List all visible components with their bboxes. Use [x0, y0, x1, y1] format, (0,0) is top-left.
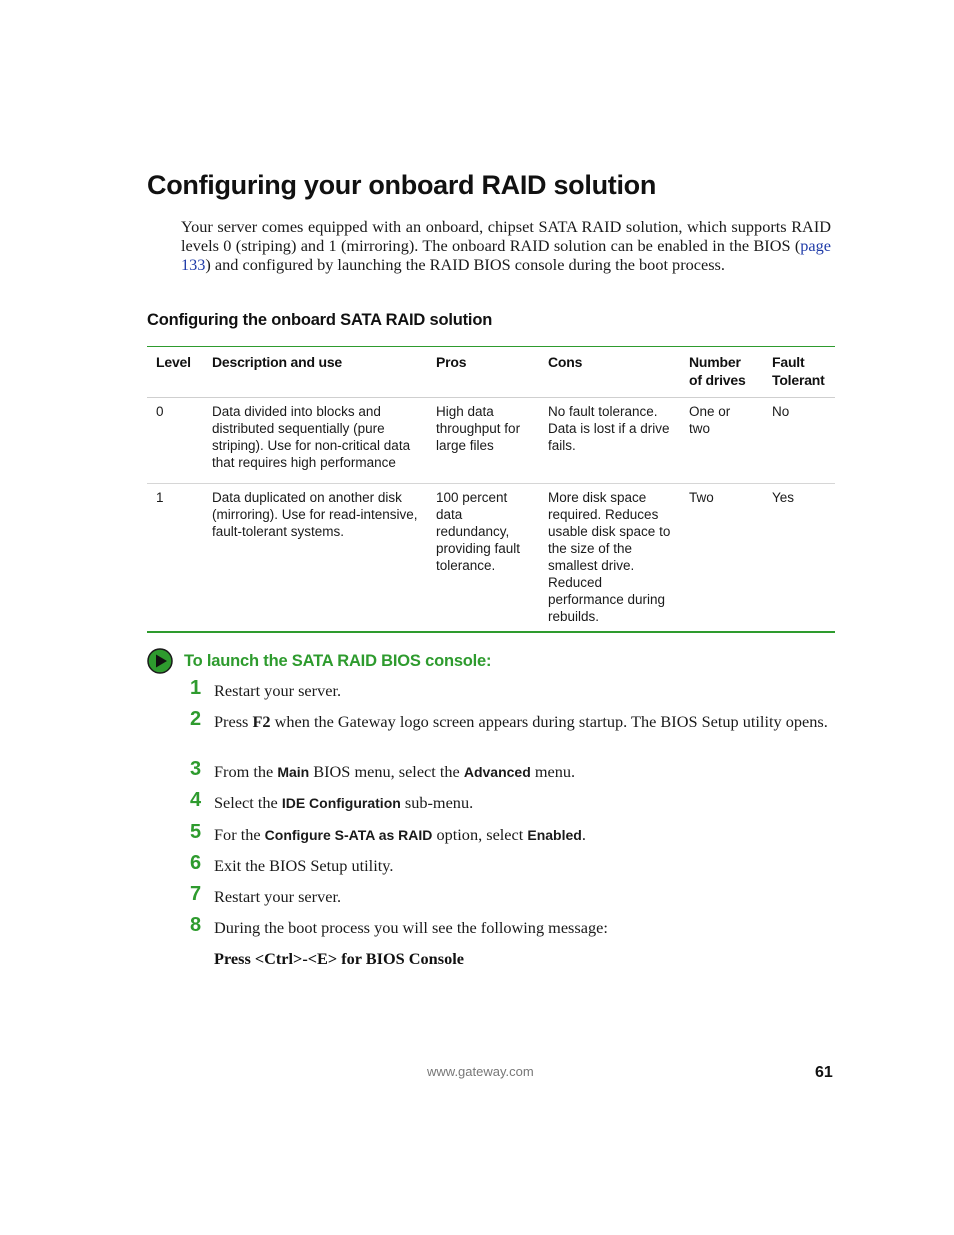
step-text [214, 712, 832, 732]
ui-term: Main [277, 764, 310, 780]
page-link[interactable]: page 133 [181, 236, 831, 274]
footer-url[interactable]: www.gateway.com [427, 1064, 534, 1079]
step-text: During the boot process you will see the following message: [214, 918, 608, 937]
step-number: 2 [190, 708, 202, 730]
table-row [147, 398, 835, 484]
step-text-part: . [581, 825, 586, 844]
step-number: 6 [190, 852, 202, 874]
cell-fault-tolerant: Yes [772, 490, 795, 505]
step-text-part: For the [214, 825, 265, 844]
cell-description: Data divided into blocks and distributed sequentially (pure striping). Use for non-critical data that requires high performance [203, 398, 427, 484]
step-text-part: From the [214, 762, 278, 781]
header-level: Level [147, 347, 203, 398]
ui-term: Advanced [463, 764, 531, 780]
intro-paragraph [181, 217, 831, 274]
raid-table [147, 346, 835, 633]
intro-text-end: ) and configured by launching the RAID BIOS console during the boot process. [205, 255, 725, 274]
step-number: 4 [190, 789, 202, 811]
step-text: Exit the BIOS Setup utility. [214, 856, 394, 875]
step-number: 8 [190, 914, 202, 936]
procedure-heading [147, 648, 491, 674]
header-fault-tolerant: Fault Tolerant [763, 347, 835, 398]
play-arrow-icon [147, 648, 173, 674]
header-pros: Pros [427, 347, 539, 398]
step-number: 3 [190, 758, 202, 780]
ui-term: Enabled [527, 827, 582, 843]
step-text [214, 793, 832, 814]
step-text-part: option, select [432, 825, 528, 844]
raid-table-container [147, 346, 835, 633]
table-header-row [147, 347, 835, 398]
cell-description: Data duplicated on another disk (mirroring). Use for read-intensive, fault-tolerant systems. [212, 490, 418, 539]
cell-level: 0 [147, 398, 203, 484]
table-title: Configuring the onboard SATA RAID solution [147, 311, 493, 329]
step-text-part: sub-menu. [400, 793, 474, 812]
cell-pros: High data throughput for large files [427, 398, 539, 484]
key-name: F2 [252, 712, 271, 731]
step-text [214, 825, 832, 846]
step-number: 1 [190, 677, 202, 699]
step-text-part: when the Gateway logo screen appears during startup. The BIOS Setup utility opens. [270, 712, 828, 731]
header-number-of-drives: Number of drives [680, 347, 763, 398]
header-cons: Cons [539, 347, 680, 398]
page-heading: Configuring your onboard RAID solution [147, 170, 657, 200]
page-number: 61 [815, 1064, 833, 1081]
cell-fault-tolerant: No [763, 398, 835, 484]
cell-pros: 100 percent data redundancy, providing fault tolerance. [436, 490, 521, 573]
header-description: Description and use [203, 347, 427, 398]
intro-text-start: Your server comes equipped with an onboard, chipset SATA RAID solution, which supports RAID levels 0 (striping) and 1 (mirroring). The onboard RAID solution can be enabled in the BIOS ( [181, 217, 831, 255]
step-text-part: menu. [530, 762, 576, 781]
ui-term: Configure S-ATA as RAID [264, 827, 433, 843]
ui-term: IDE Configuration [281, 795, 401, 811]
step-text: Restart your server. [214, 681, 342, 700]
step-text-part: Select the [214, 793, 282, 812]
cell-number-of-drives: Two [689, 490, 714, 505]
cell-number-of-drives: One or two [680, 398, 763, 484]
cell-level: 1 [156, 490, 164, 505]
procedure-title: To launch the SATA RAID BIOS console: [184, 651, 492, 670]
step-text: Restart your server. [214, 887, 342, 906]
table-row [147, 484, 835, 633]
step-text-part: BIOS menu, select the [309, 762, 464, 781]
step-number: 5 [190, 821, 202, 843]
step-text [214, 762, 832, 783]
step-number: 7 [190, 883, 202, 905]
step-text-part: Press [214, 712, 253, 731]
cell-cons: No fault tolerance. Data is lost if a drive fails. [539, 398, 680, 484]
cell-cons: More disk space required. Reduces usable disk space to the size of the smallest drive. Reduced performance during rebuilds. [548, 490, 671, 624]
console-message: Press <Ctrl>-<E> for BIOS Console [214, 949, 464, 968]
